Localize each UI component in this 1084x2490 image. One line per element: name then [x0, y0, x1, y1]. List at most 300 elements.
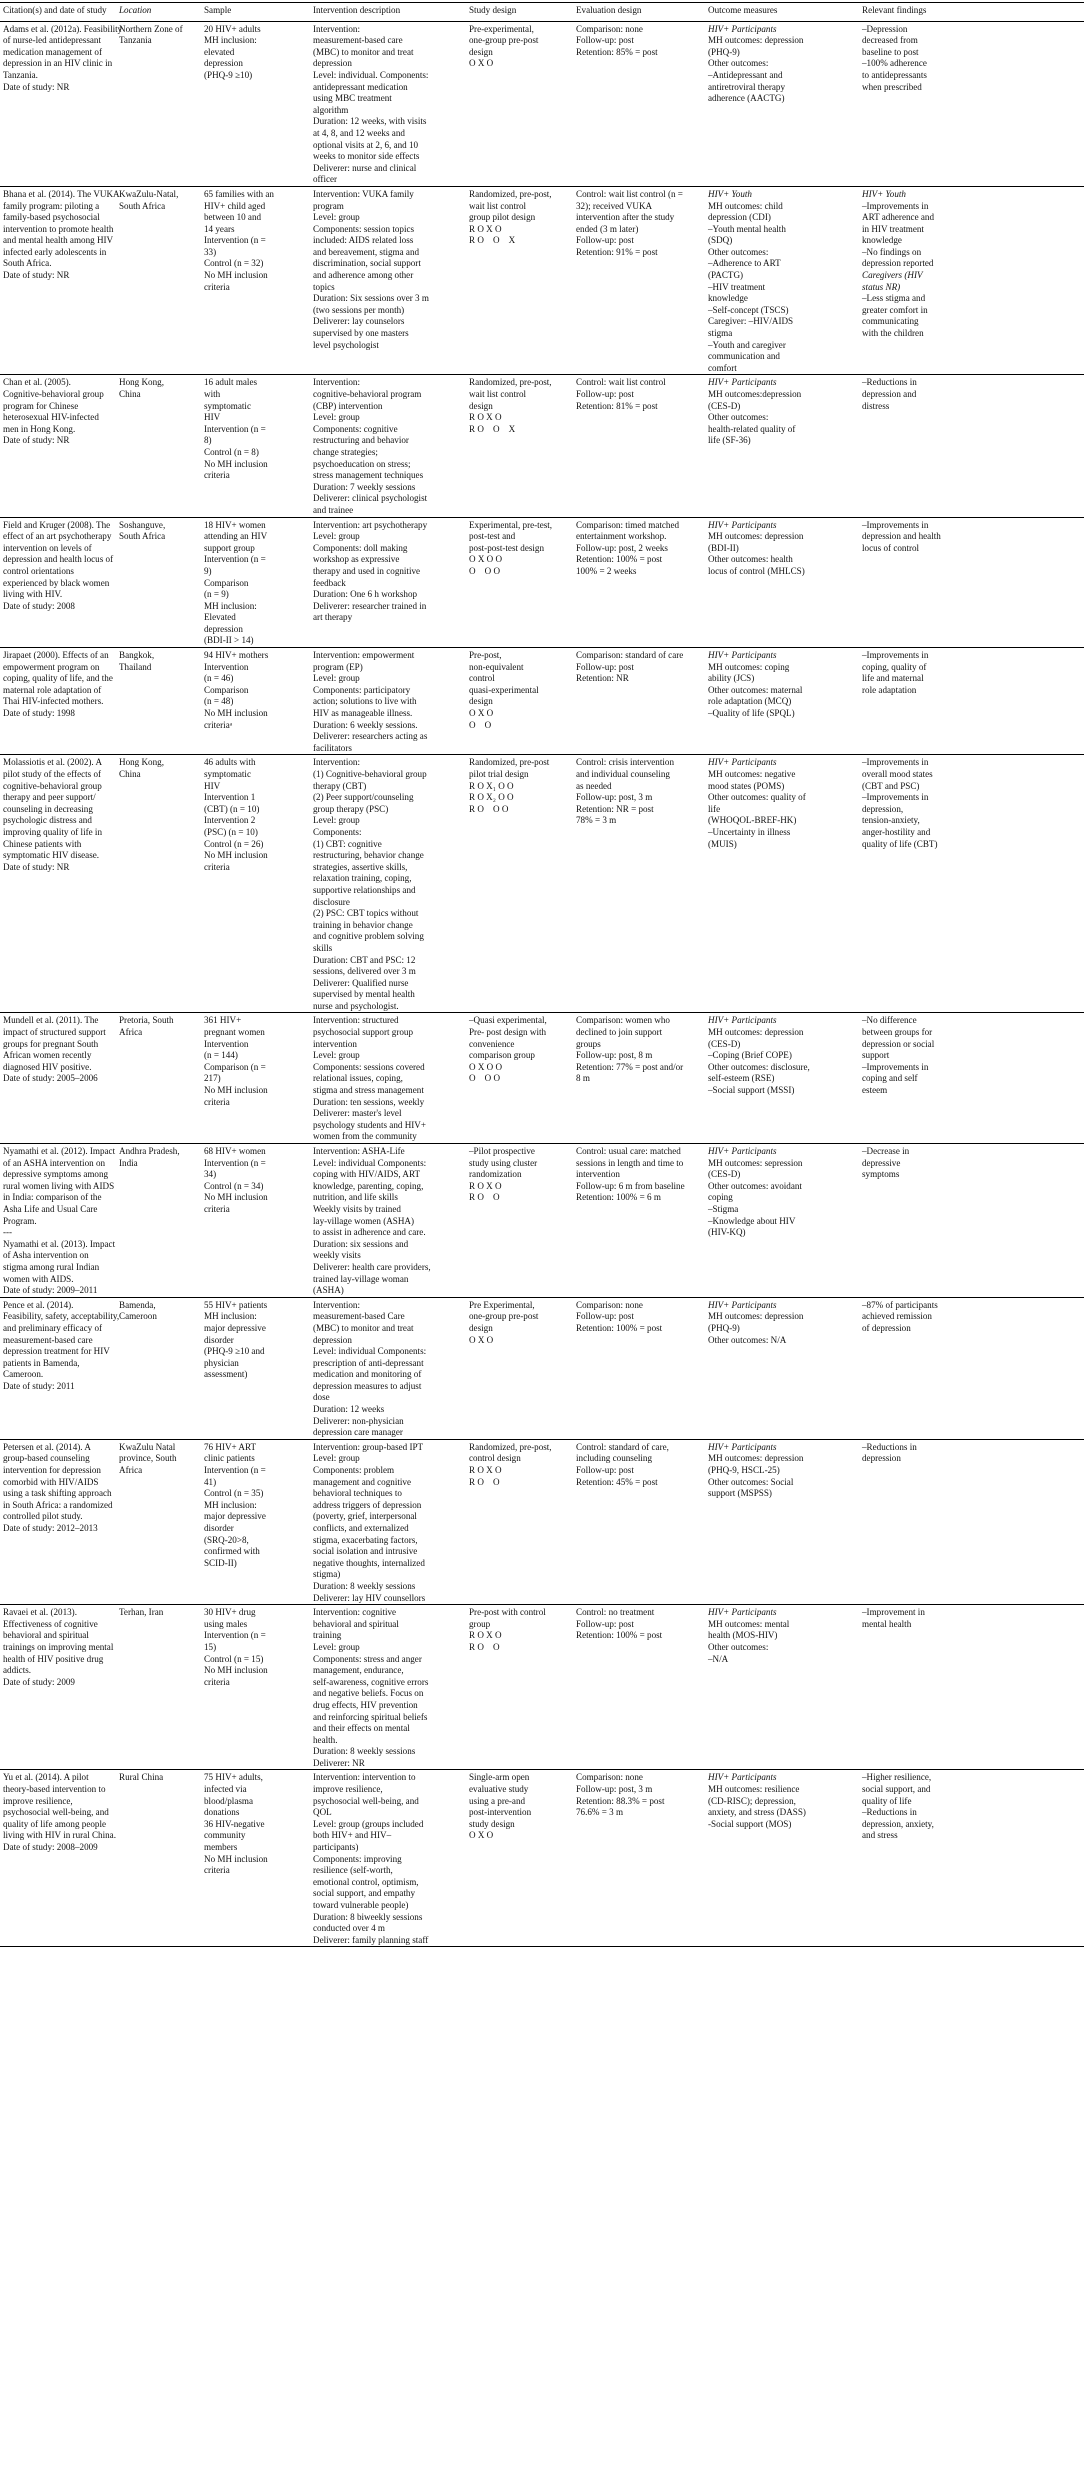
table-row	[0, 648, 1084, 755]
findings-line: –Improvements in	[862, 200, 929, 211]
sample-line: Intervention	[204, 1038, 249, 1049]
sample-line: 76 HIV+ ART	[204, 1441, 257, 1452]
findings-line: –Improvement in	[862, 1607, 925, 1618]
sample-line: Comparison (n =	[204, 1061, 266, 1072]
sample-line: (PSC) (n = 10)	[204, 826, 258, 837]
location-line: Hong Kong,	[119, 757, 164, 768]
intervention-line: Deliverer: lay HIV counsellors	[313, 1592, 426, 1603]
design-line: post-test and	[469, 531, 516, 542]
intervention-line: Duration: 8 biweekly sessions	[313, 1911, 423, 1922]
sample-line: donations	[204, 1807, 240, 1818]
intervention-line: Level: group	[313, 531, 360, 542]
sample-line: members	[204, 1842, 238, 1853]
sample-line: MH inclusion:	[204, 600, 257, 611]
sample-line: (BDI-II > 14)	[204, 635, 254, 646]
intervention-line: dose	[313, 1392, 330, 1403]
outcomes-line: (SDQ)	[708, 235, 733, 246]
findings-line: greater comfort in	[862, 304, 928, 315]
findings-line: –Improvements in	[862, 519, 929, 530]
evaluation-line: Follow-up: post, 8 m	[576, 1050, 653, 1061]
intervention-line: Level: individual Components:	[313, 1157, 427, 1168]
intervention-line: Deliverer: health care providers,	[313, 1261, 431, 1272]
evaluation-line: Follow-up: post, 2 weeks	[576, 542, 668, 553]
sample-line: 14 years	[204, 223, 235, 234]
design-line: O X O	[469, 1334, 494, 1345]
evaluation-line: Control: usual care: matched	[576, 1146, 681, 1156]
intervention-line: women from the community	[313, 1131, 417, 1142]
sample-line: No MH inclusion	[204, 1853, 268, 1864]
intervention-line: stigma and stress management	[313, 1085, 424, 1096]
cell-sample	[201, 517, 310, 648]
intervention-line: conflicts, and externalized	[313, 1523, 409, 1533]
outcomes-line: MH outcomes: depression	[708, 1027, 804, 1038]
cell-findings	[859, 21, 1084, 186]
intervention-line: (MBC) to monitor and treat	[313, 1322, 414, 1333]
intervention-line: social support, and empathy	[313, 1888, 416, 1899]
intervention-line: depression measures to adjust	[313, 1380, 422, 1391]
evaluation-line: Retention: NR = post	[576, 803, 654, 814]
citation-line: of nurse-led antidepressant	[3, 35, 101, 46]
intervention-line: Level: group	[313, 815, 360, 826]
cell-evaluation	[573, 375, 705, 517]
cell-location	[116, 21, 201, 186]
findings-line: (CBT and PSC)	[862, 780, 920, 791]
header-evaluation-design: Evaluation design	[573, 3, 705, 22]
cell-citation	[0, 517, 116, 648]
cell-outcomes	[705, 1144, 859, 1298]
evaluation-line: Control: crisis intervention	[576, 757, 674, 768]
outcomes-line: –Uncertainty in illness	[708, 826, 791, 837]
sample-line: 34)	[204, 1169, 217, 1180]
intervention-line: self-awareness, cognitive errors	[313, 1676, 429, 1687]
design-line: using a pre-and	[469, 1795, 526, 1806]
citation-line: South Africa.	[3, 258, 52, 269]
cell-location	[116, 1770, 201, 1947]
cell-location	[116, 1605, 201, 1770]
cell-sample	[201, 1605, 310, 1770]
intervention-line: (MBC) to monitor and treat	[313, 46, 414, 57]
design-line: O X O	[469, 708, 494, 719]
evaluation-line: 100% = 2 weeks	[576, 565, 637, 576]
sample-line: 30 HIV+ drug	[204, 1607, 256, 1618]
intervention-line: Level: group	[313, 1050, 360, 1061]
sample-line: 75 HIV+ adults,	[204, 1772, 263, 1783]
findings-line: tension-anxiety,	[862, 815, 920, 826]
findings-line: Caregivers (HIV	[862, 270, 923, 281]
location-line: Tanzania	[119, 35, 152, 46]
citation-line: depression treatment for HIV	[3, 1346, 110, 1357]
intervention-line: (two sessions per month)	[313, 304, 405, 315]
study-table	[0, 2, 1084, 1947]
sample-line: infected via	[204, 1784, 247, 1795]
citation-line: stigma among rural Indian	[3, 1261, 100, 1272]
location-line: Bangkok,	[119, 650, 155, 661]
findings-line: anger-hostility and	[862, 826, 931, 837]
cell-outcomes	[705, 186, 859, 375]
intervention-line: intervention	[313, 1038, 357, 1049]
evaluation-line: 8 m	[576, 1073, 590, 1084]
citation-line: improve resilience,	[3, 1795, 73, 1806]
header-location: Location	[116, 3, 201, 22]
sample-line: Control (n = 15)	[204, 1653, 264, 1664]
header-outcome-measures: Outcome measures	[705, 3, 859, 22]
table-row	[0, 375, 1084, 517]
citation-line: experienced by black women	[3, 577, 110, 588]
intervention-line: depression	[313, 58, 352, 69]
sample-line: Intervention (n =	[204, 235, 266, 246]
intervention-line: feedback	[313, 577, 346, 588]
outcomes-line: HIV+ Participants	[708, 519, 777, 530]
sample-line: (SRQ-20>8,	[204, 1534, 249, 1545]
outcomes-line: –Stigma	[708, 1203, 739, 1214]
cell-location	[116, 1144, 201, 1298]
intervention-line: Components: sessions covered	[313, 1061, 425, 1072]
location-line: China	[119, 769, 141, 779]
sample-line: depression	[204, 58, 243, 69]
evaluation-line: Comparison: none	[576, 23, 643, 34]
design-line: comparison group	[469, 1050, 535, 1061]
citation-line: Petersen et al. (2014). A	[3, 1441, 91, 1452]
findings-line: –No findings on	[862, 246, 922, 257]
sample-line: 68 HIV+ women	[204, 1146, 266, 1156]
outcomes-line: MH outcomes: depression	[708, 1311, 804, 1322]
intervention-line: toward vulnerable people)	[313, 1900, 409, 1910]
table-row	[0, 1297, 1084, 1439]
citation-line: family-based psychosocial	[3, 212, 100, 223]
design-line: quasi-experimental	[469, 684, 539, 695]
intervention-line: Deliverer: master's level	[313, 1108, 402, 1119]
citation-line: Date of study: 1998	[3, 708, 75, 719]
outcomes-line: –N/A	[708, 1653, 729, 1664]
outcomes-line: ability (JCS)	[708, 673, 755, 684]
findings-line: life and maternal	[862, 673, 924, 684]
design-line: post-post-test design	[469, 542, 545, 553]
citation-line: Ravaei et al. (2013).	[3, 1607, 77, 1618]
citation-line: cognitive-behavioral group	[3, 780, 102, 791]
citation-line: health of HIV positive drug	[3, 1653, 104, 1664]
cell-outcomes	[705, 375, 859, 517]
header-intervention: Intervention description	[310, 3, 466, 22]
design-line: group pilot design	[469, 212, 536, 223]
evaluation-line: Comparison: women who	[576, 1015, 670, 1026]
outcomes-line: MH outcomes: depression	[708, 35, 804, 46]
cell-outcomes	[705, 1297, 859, 1439]
evaluation-line: Comparison: none	[576, 1772, 643, 1783]
citation-line: Molassiotis et al. (2002). A	[3, 757, 103, 768]
intervention-line: therapy and used in cognitive	[313, 565, 421, 576]
cell-sample	[201, 21, 310, 186]
citation-line: Date of study: 2012–2013	[3, 1523, 98, 1533]
cell-outcomes	[705, 1439, 859, 1604]
cell-design	[466, 648, 573, 755]
sample-line: 16 adult males	[204, 377, 258, 388]
findings-line: –Decrease in	[862, 1146, 910, 1156]
table-header	[0, 3, 1084, 22]
findings-line: –Higher resilience,	[862, 1772, 932, 1783]
intervention-line: Intervention:	[313, 377, 360, 388]
design-line: Single-arm open	[469, 1772, 530, 1783]
citation-line: group-based counseling	[3, 1453, 90, 1464]
citation-line: patients in Bamenda,	[3, 1357, 80, 1368]
cell-intervention	[310, 1144, 466, 1298]
evaluation-line: Follow-up: post	[576, 235, 634, 246]
design-line: design	[469, 46, 493, 57]
sample-line: Control (n = 32)	[204, 258, 264, 269]
intervention-line: trained lay-village woman	[313, 1273, 409, 1284]
evaluation-line: Follow-up: post	[576, 1311, 634, 1322]
location-line: Africa	[119, 1027, 143, 1038]
citation-line: Asha Life and Usual Care	[3, 1203, 98, 1214]
cell-location	[116, 648, 201, 755]
cell-design	[466, 755, 573, 1013]
outcomes-line: (PHQ-9)	[708, 1322, 740, 1333]
outcomes-line: HIV+ Participants	[708, 1299, 777, 1310]
citation-line: Nyamathi et al. (2012). Impact	[3, 1146, 116, 1156]
cell-design	[466, 1013, 573, 1144]
intervention-line: and cognitive problem solving	[313, 931, 424, 942]
evaluation-line: sessions in length and time to	[576, 1157, 684, 1168]
findings-line: support	[862, 1050, 890, 1061]
cell-intervention	[310, 648, 466, 755]
cell-outcomes	[705, 1605, 859, 1770]
sample-line: 36 HIV-negative	[204, 1818, 265, 1829]
findings-line: HIV+ Youth	[862, 188, 906, 199]
intervention-line: measurement-based Care	[313, 1311, 405, 1322]
intervention-line: Level: group	[313, 412, 360, 423]
cell-evaluation	[573, 755, 705, 1013]
outcomes-line: MH outcomes: mental	[708, 1618, 790, 1629]
cell-evaluation	[573, 517, 705, 648]
outcomes-line: HIV+ Participants	[708, 650, 777, 661]
findings-line: –Improvements in	[862, 1061, 929, 1072]
evaluation-line: Follow-up: post, 3 m	[576, 792, 653, 803]
intervention-line: stigma, exacerbating factors,	[313, 1534, 418, 1545]
evaluation-line: Follow-up: post	[576, 1618, 634, 1629]
intervention-line: included: AIDS related loss	[313, 235, 414, 246]
outcomes-line: –Antidepressant and	[708, 69, 783, 80]
intervention-line: improve resilience,	[313, 1784, 383, 1795]
findings-line: –Reductions in	[862, 1441, 917, 1452]
sample-line: HIV+ child aged	[204, 200, 266, 211]
outcomes-line: health-related quality of	[708, 423, 796, 434]
evaluation-line: Retention: 45% = post	[576, 1476, 658, 1487]
findings-line: of depression	[862, 1322, 911, 1333]
evaluation-line: 32); received VUKA	[576, 200, 653, 211]
findings-line: depressive	[862, 1157, 901, 1168]
findings-line: ART adherence and	[862, 212, 935, 223]
citation-line: Effectiveness of cognitive	[3, 1618, 98, 1629]
intervention-line: Components: problem	[313, 1465, 395, 1476]
citation-line: Date of study: NR	[3, 861, 70, 872]
citation-line: Cameroon.	[3, 1369, 44, 1380]
citation-line: empowerment program on	[3, 661, 100, 672]
intervention-line: Intervention: art psychotherapy	[313, 519, 428, 530]
outcomes-line: (CD-RISC); depression,	[708, 1795, 796, 1806]
cell-findings	[859, 517, 1084, 648]
cell-location	[116, 755, 201, 1013]
intervention-line: Duration: Six sessions over 3 m	[313, 293, 429, 304]
design-line: R O O	[469, 1641, 500, 1652]
table-row	[0, 1013, 1084, 1144]
sample-line: criteria	[204, 861, 230, 872]
sample-line: 55 HIV+ patients	[204, 1299, 268, 1310]
outcomes-line: Other outcomes: Social	[708, 1476, 794, 1487]
sample-line: Control (n = 26)	[204, 838, 264, 849]
cell-design	[466, 1605, 573, 1770]
intervention-line: to assist in adherence and care.	[313, 1227, 426, 1238]
citation-line: Date of study: 2008	[3, 600, 75, 611]
findings-line: distress	[862, 400, 890, 411]
design-line: one-group pre-post	[469, 35, 539, 46]
outcomes-line: (BDI-II)	[708, 542, 739, 553]
intervention-line: Deliverer: researcher trained in	[313, 600, 427, 611]
sample-line: criteriaᵃ	[204, 719, 233, 730]
cell-design	[466, 375, 573, 517]
cell-findings	[859, 1144, 1084, 1298]
design-line: study using cluster	[469, 1157, 538, 1168]
outcomes-line: coping	[708, 1192, 733, 1203]
intervention-line: Components: participatory	[313, 684, 411, 695]
citation-line: Cognitive-behavioral group	[3, 389, 104, 399]
cell-outcomes	[705, 21, 859, 186]
design-line: wait list control	[469, 389, 527, 399]
design-line: –Pilot prospective	[469, 1146, 535, 1156]
outcomes-line: support (MSPSS)	[708, 1488, 772, 1499]
table-row	[0, 21, 1084, 186]
design-line: Experimental, pre-test,	[469, 519, 553, 530]
intervention-line: Duration: 6 weekly sessions.	[313, 719, 418, 730]
outcomes-line: antiretroviral therapy	[708, 81, 786, 92]
sample-line: pregnant women	[204, 1027, 265, 1038]
evaluation-line: Follow-up: post	[576, 35, 634, 46]
intervention-line: therapy (CBT)	[313, 780, 367, 791]
header-sample: Sample	[201, 3, 310, 22]
findings-line: –Improvements in	[862, 757, 929, 768]
intervention-line: Level: group	[313, 673, 360, 684]
cell-citation	[0, 186, 120, 375]
cell-evaluation	[573, 1297, 705, 1439]
intervention-line: discrimination, social support	[313, 258, 421, 269]
citation-line: intervention for depression	[3, 1465, 101, 1476]
cell-outcomes	[705, 1770, 859, 1947]
intervention-line: topics	[313, 281, 335, 292]
citation-line: Bhana et al. (2014). The VUKA	[3, 188, 120, 199]
outcomes-line: –Knowledge about HIV	[708, 1215, 796, 1226]
intervention-line: behavioral and spiritual	[313, 1618, 399, 1629]
design-line: control	[469, 673, 495, 684]
intervention-line: psychoeducation on stress;	[313, 458, 411, 469]
outcomes-line: HIV+ Participants	[708, 1146, 777, 1156]
cell-intervention	[310, 517, 466, 648]
intervention-line: (2) PSC: CBT topics without	[313, 908, 419, 919]
citation-line: of an ASHA intervention on	[3, 1157, 106, 1168]
design-line: R O O O	[469, 803, 509, 814]
evaluation-line: Comparison: none	[576, 1299, 643, 1310]
intervention-line: nurse and psychologist.	[313, 1000, 399, 1011]
outcomes-line: (WHOQOL-BREF-HK)	[708, 815, 797, 826]
sample-line: Intervention (n =	[204, 1157, 266, 1168]
findings-line: –Less stigma and	[862, 293, 926, 304]
intervention-line: Deliverer: researchers acting as	[313, 731, 428, 742]
cell-location	[116, 186, 201, 375]
evaluation-line: 78% = 3 m	[576, 815, 617, 826]
citation-line: living with HIV.	[3, 589, 63, 600]
outcomes-line: life (SF-36)	[708, 435, 751, 446]
findings-line: coping, quality of	[862, 661, 927, 672]
intervention-line: supervised by one masters	[313, 328, 409, 339]
sample-line: MH inclusion:	[204, 35, 257, 46]
design-line: wait list control	[469, 200, 527, 211]
outcomes-line: HIV+ Participants	[708, 377, 777, 388]
citation-line: ---	[3, 1227, 13, 1238]
sample-line: criteria	[204, 1203, 230, 1214]
findings-line: depression	[862, 1453, 901, 1464]
intervention-line: restructuring and behavior	[313, 435, 409, 446]
sample-line: HIV	[204, 412, 221, 423]
findings-line: mental health	[862, 1618, 912, 1629]
evaluation-line: Retention: 77% = post and/or	[576, 1061, 684, 1072]
sample-line: No MH inclusion	[204, 708, 268, 719]
design-line: Randomized, pre-post	[469, 757, 550, 768]
intervention-line: using MBC treatment	[313, 93, 392, 104]
cell-sample	[201, 648, 310, 755]
intervention-line: Components: doll making	[313, 542, 408, 553]
cell-sample	[201, 1144, 310, 1298]
findings-line: locus of control	[862, 542, 920, 553]
evaluation-line: Retention: 91% = post	[576, 246, 658, 257]
location-line: Cameroon	[119, 1311, 157, 1322]
citation-line: trainings on improving mental	[3, 1641, 114, 1652]
citation-line: therapy and peer support/	[3, 792, 96, 803]
intervention-line: resilience (self-worth,	[313, 1865, 393, 1876]
outcomes-line: Other outcomes: maternal	[708, 684, 803, 695]
findings-line: role adaptation	[862, 684, 917, 695]
outcomes-line: –Youth mental health	[708, 223, 786, 234]
intervention-line: Components: improving	[313, 1853, 402, 1864]
intervention-line: disclosure	[313, 896, 350, 907]
outcomes-line: Other outcomes: disclosure,	[708, 1061, 810, 1072]
citation-line: effect of an art psychotherapy	[3, 531, 112, 542]
intervention-line: change strategies;	[313, 446, 378, 457]
location-line: Rural China	[119, 1772, 164, 1783]
design-line: R O X O	[469, 1465, 502, 1476]
design-line: R O X₁ O O	[469, 780, 514, 791]
outcomes-line: HIV+ Participants	[708, 1441, 777, 1452]
citation-line: and preliminary efficacy of	[3, 1322, 103, 1333]
outcomes-line: (HIV-KQ)	[708, 1227, 746, 1238]
sample-line: 46 adults with	[204, 757, 256, 768]
design-line: design	[469, 400, 493, 411]
intervention-line: art therapy	[313, 612, 353, 623]
design-line: study design	[469, 1818, 515, 1829]
sample-line: criteria	[204, 1865, 230, 1876]
intervention-line: Level: group (groups included	[313, 1818, 424, 1829]
cell-intervention	[310, 186, 466, 375]
citation-line: psychosocial well-being, and	[3, 1807, 109, 1818]
sample-line: No MH inclusion	[204, 1192, 268, 1203]
intervention-line: address triggers of depression	[313, 1499, 422, 1510]
cell-findings	[859, 1013, 1084, 1144]
evaluation-line: intervention	[576, 1169, 620, 1180]
intervention-line: antidepressant medication	[313, 81, 408, 92]
intervention-line: strategies, assertive skills,	[313, 861, 408, 872]
sample-line: using males	[204, 1618, 248, 1629]
sample-line: Control (n = 8)	[204, 446, 259, 457]
intervention-line: Duration: One 6 h workshop	[313, 589, 418, 600]
cell-sample	[201, 1297, 310, 1439]
outcomes-line: self-esteem (RSE)	[708, 1073, 775, 1084]
citation-line: symptomatic HIV disease.	[3, 850, 100, 861]
